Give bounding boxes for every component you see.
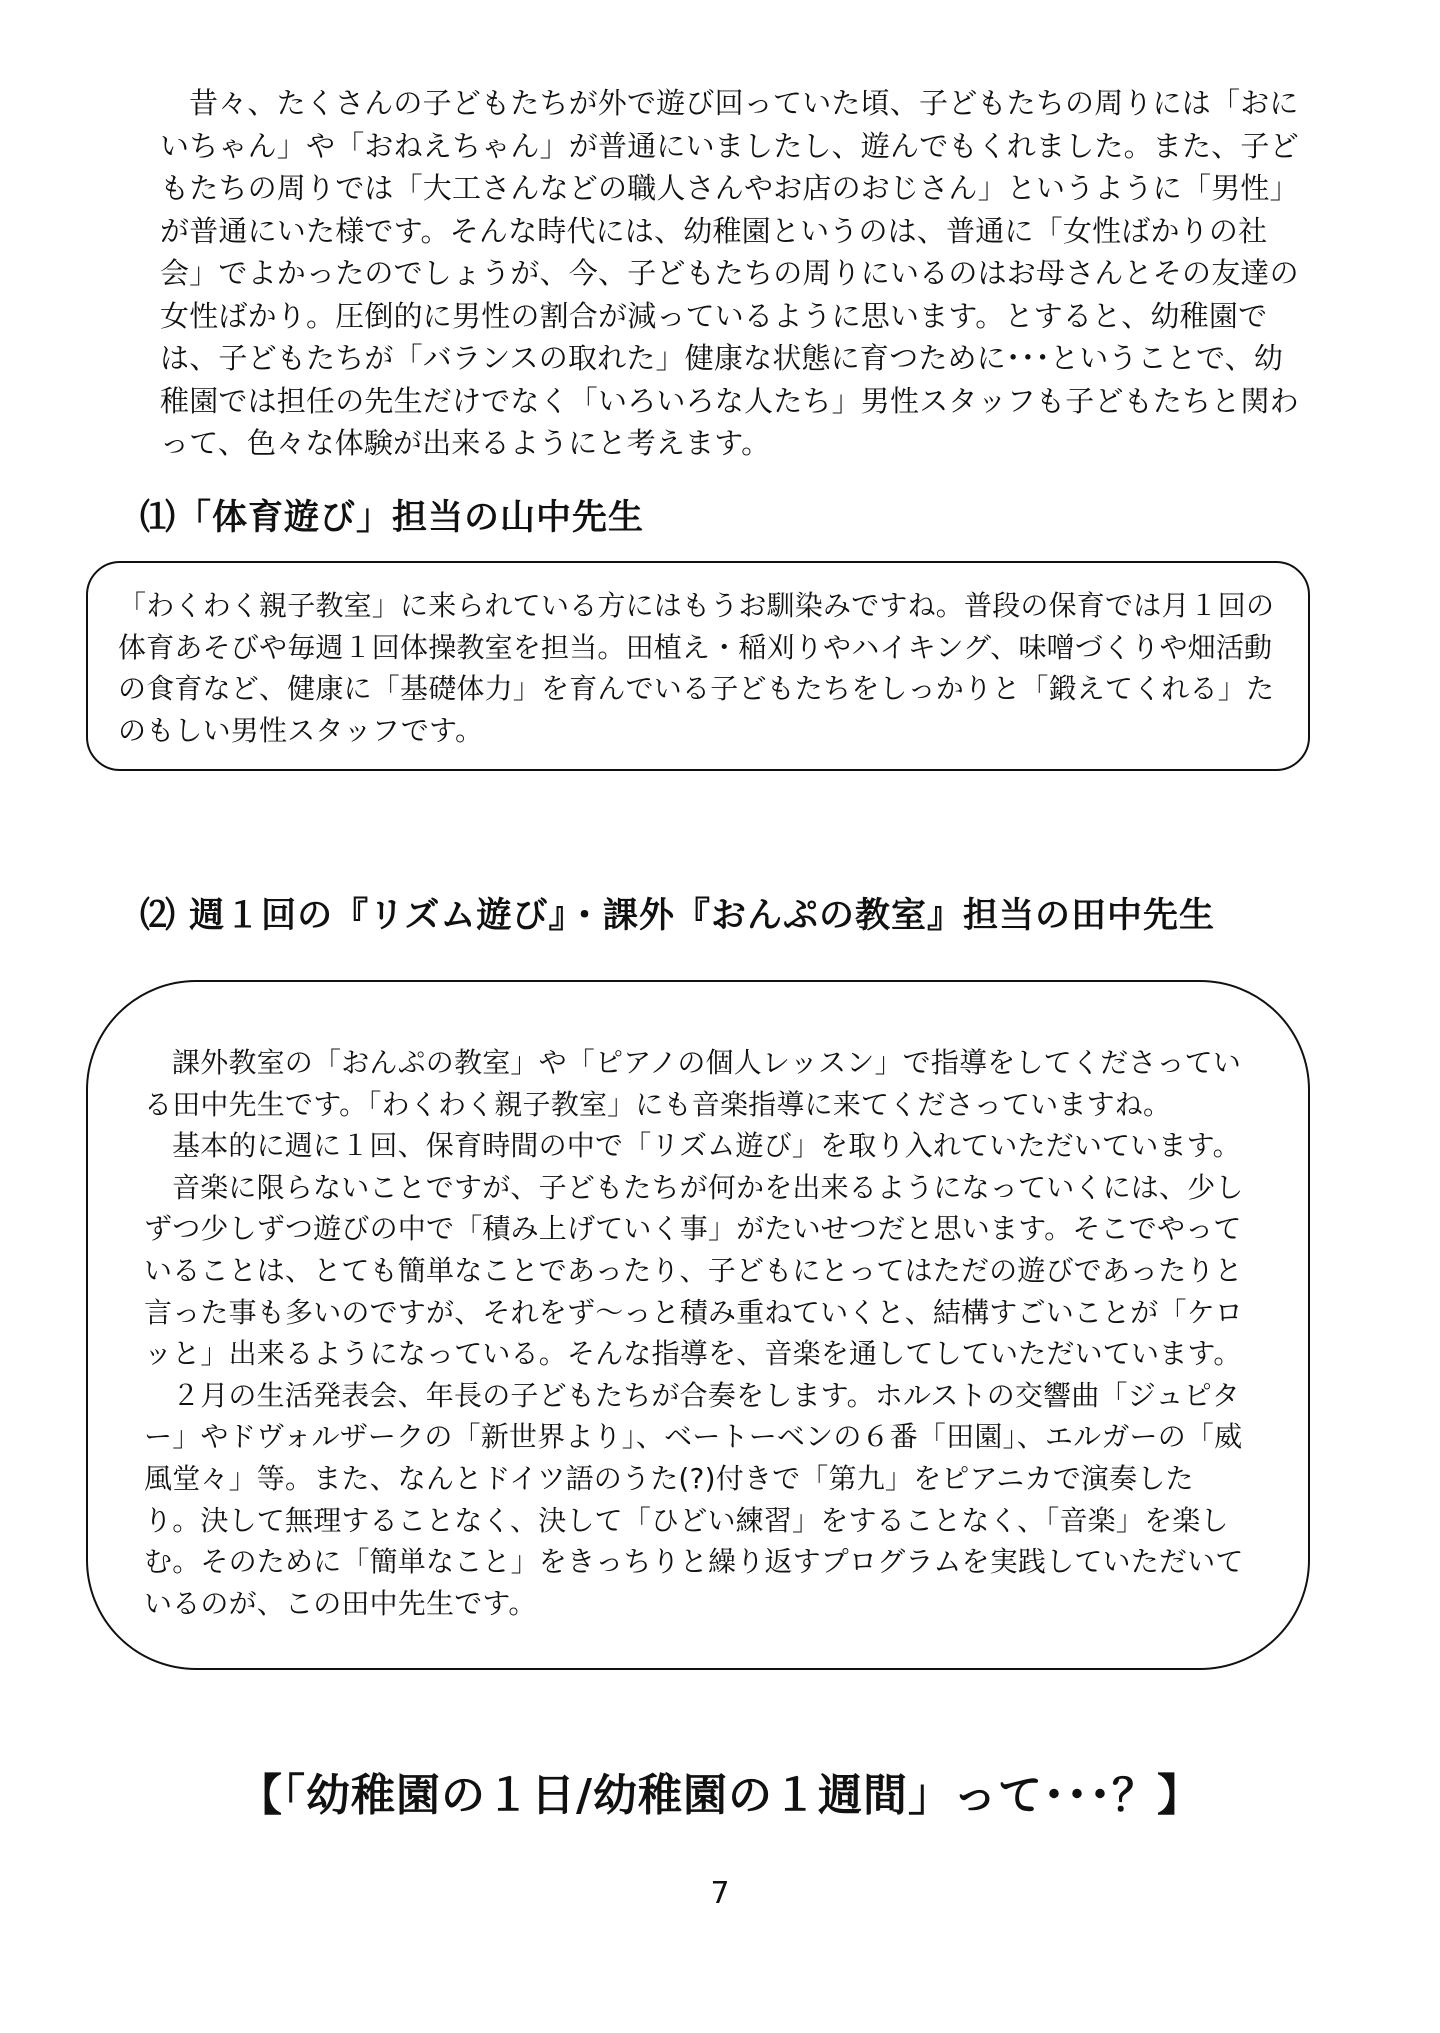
section-1-body: 「わくわく親子教室」に来られている方にはもうお馴染みですね。普段の保育では月１回の体育あそびや毎週１回体操教室を担当。田植え・稲刈りやハイキング、味噌づくりや畑活動の食育など、健康に「基礎体力」を育んでいる子どもたちをしっかりと「鍛えてくれる」たのもしい男性スタッフです。 <box>118 589 1275 747</box>
closing-title: 【「幼稚園の１日/幼稚園の１週間」って･･･？】 <box>237 1770 1203 1821</box>
page-number: 7 <box>710 1876 730 1911</box>
section-2-paragraph-4: ２月の生活発表会、年長の子どもたちが合奏をします。ホルストの交響曲「ジュピター」やドヴォルザークの「新世界より」、ベートーベンの６番「田園」、エルガーの「威風堂々」等。また、なんとドイツ語のうた(?)付きで「第九」をピアニカで演奏したり。決して無理することなく、決して「ひどい練習」をすることなく、「音楽」を楽しむ。そのために「簡単なこと」をきっちりと繰り返すプログラムを実践していただいているのが、この田中先生です。 <box>144 1378 1244 1620</box>
section-1-heading: ⑴「体育遊び」担当の山中先生 <box>140 498 645 538</box>
section-2-heading: ⑵ 週１回の『リズム遊び』・課外『おんぷの教室』担当の田中先生 <box>140 896 1215 936</box>
section-2-paragraph-3: 音楽に限らないことですが、子どもたちが何かを出来るようになっていくには、少しずつ少しずつ遊びの中で「積み上げていく事」がたいせつだと思います。そこでやっていることは、とても簡単なことであったり、子どもにとってはただの遊びであったりと言った事も多いのですが、それをず～っと積み重ねていくと、結構すごいことが「ケロッと」出来るようになっている。そんな指導を、音楽を通してしていただいています。 <box>144 1170 1244 1371</box>
section-2-paragraph-2: 基本的に週に１回、保育時間の中で「リズム遊び」を取り入れていただいています。 <box>172 1129 1241 1163</box>
section-2-paragraph-1: 課外教室の「おんぷの教室」や「ピアノの個人レッスン」で指導をしてくださっている田中先生です。「わくわく親子教室」にも音楽指導に来てくださっていますね。 <box>144 1046 1242 1121</box>
section-1-box <box>86 561 1310 771</box>
intro-paragraph: 昔々、たくさんの子どもたちが外で遊び回っていた頃、子どもたちの周りには「おにいちゃん」や「おねえちゃん」が普通にいましたし、遊んでもくれました。また、子どもたちの周りでは「大工さんなどの職人さんやお店のおじさん」というように「男性」が普通にいた様です。そんな時代には、幼稚園というのは、普通に「女性ばかりの社会」でよかったのでしょうが、今、子どもたちの周りにいるのはお母さんとその友達の女性ばかり。圧倒的に男性の割合が減っているように思います。とすると、幼稚園では、子どもたちが「バランスの取れた」健康な状態に育つために･･･ということで、幼稚園では担任の先生だけでなく「いろいろな人たち」男性スタッフも子どもたちと関わって、色々な体験が出来るようにと考えます。 <box>160 86 1299 460</box>
section-2-box <box>86 980 1310 1670</box>
intro-text <box>160 82 1300 465</box>
